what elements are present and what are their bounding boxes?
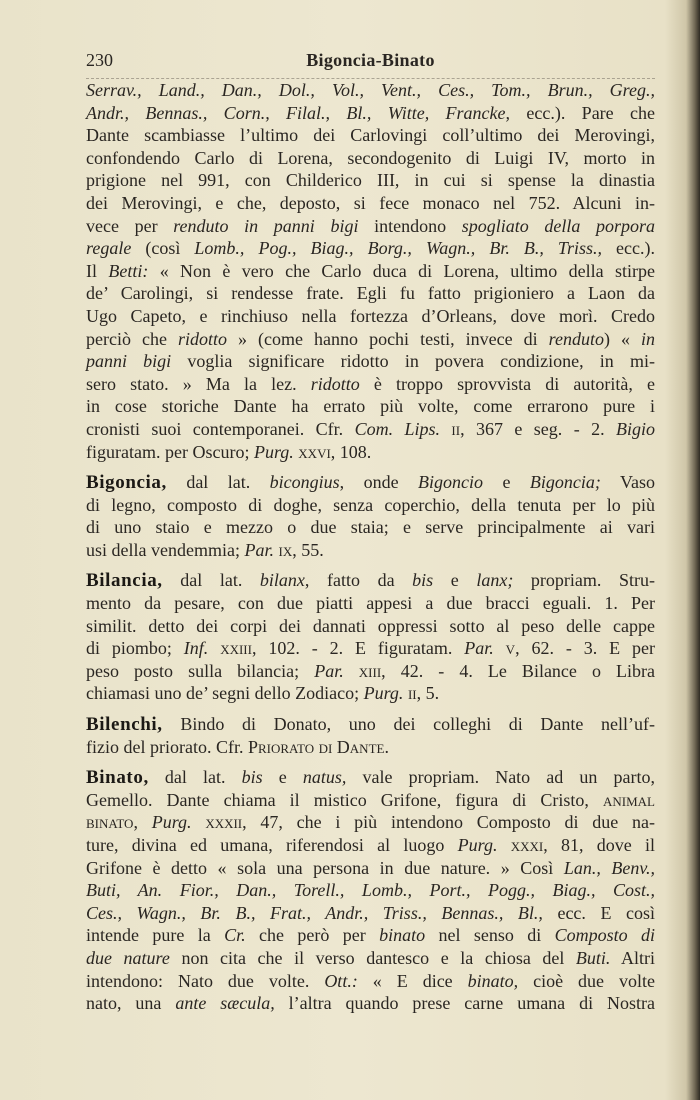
text: voglia significare ridotto in povera condizione, in mi- bbox=[171, 351, 655, 372]
page-body bbox=[86, 79, 655, 1015]
italic-text: Par. bbox=[314, 660, 344, 681]
text-line bbox=[86, 350, 655, 373]
text: de’ Carolingi, si rendesse frate. Egli fu fatto prigioniero a Laon da bbox=[86, 283, 655, 304]
text: sero stato. » Ma la lez. bbox=[86, 373, 311, 394]
text-line bbox=[86, 373, 655, 396]
text: propriam. Stru- bbox=[513, 570, 655, 591]
italic-text: ridotto bbox=[178, 328, 228, 349]
text-line bbox=[86, 494, 655, 517]
italic-text: Betti: bbox=[108, 260, 149, 281]
text-line bbox=[86, 471, 655, 494]
text-line bbox=[86, 736, 655, 759]
text-line bbox=[86, 539, 655, 562]
paragraph-entry-bigoncia bbox=[86, 471, 655, 561]
text-line bbox=[86, 192, 655, 215]
text: Grifone è detto « sola una persona in due nature. » Così bbox=[86, 857, 564, 878]
text: , 81, dove il bbox=[543, 835, 655, 855]
text: dal lat. bbox=[162, 570, 260, 591]
text: è troppo sprovvista di autorità, e bbox=[359, 373, 656, 394]
italic-text: renduto in panni bigi bbox=[173, 215, 359, 236]
text: , bbox=[133, 812, 152, 833]
text-line bbox=[86, 395, 655, 418]
text-line bbox=[86, 147, 655, 170]
text-line bbox=[86, 516, 655, 539]
text: cronisti suoi contemporanei. Cfr. bbox=[86, 418, 355, 439]
italic-text: bilanx bbox=[259, 570, 305, 591]
italic-text: Inf. bbox=[183, 638, 209, 659]
small-caps-text: xxxi bbox=[510, 835, 544, 855]
small-caps-text: v bbox=[505, 638, 516, 659]
text bbox=[208, 638, 220, 658]
text: e bbox=[483, 472, 530, 493]
italic-text: panni bigi bbox=[86, 351, 172, 372]
text: l’altra quando prese carne umana di Nostra bbox=[274, 993, 655, 1014]
text-line bbox=[86, 282, 655, 305]
page-number: 230 bbox=[86, 50, 113, 70]
italic-text: renduto bbox=[548, 328, 604, 349]
text: di piombo; bbox=[86, 638, 184, 659]
small-caps-text: xxxii bbox=[205, 812, 243, 833]
text: , 108. bbox=[330, 441, 372, 462]
text-line bbox=[86, 811, 655, 834]
text: non cita che il verso dantesco e la chiosa del bbox=[169, 947, 576, 968]
text: di legno, composto di doghe, senza coperchio, della tenuta per lo più bbox=[86, 494, 655, 515]
text-line bbox=[86, 124, 655, 147]
italic-text: Bigoncia; bbox=[529, 472, 601, 493]
italic-text: Com. Lips. bbox=[354, 418, 441, 439]
italic-text: lanx; bbox=[476, 570, 514, 591]
headword: Bigoncia, bbox=[86, 472, 167, 494]
text: ture, divina ed umana, riferendosi al luogo bbox=[86, 835, 458, 855]
text: Il bbox=[86, 260, 109, 281]
italic-text: Lan., Benv., bbox=[563, 857, 655, 878]
small-caps-text: ii bbox=[451, 418, 461, 439]
paragraph-entry-binato bbox=[86, 766, 655, 1015]
small-caps-text: binato bbox=[86, 812, 134, 833]
small-caps-text: ii bbox=[407, 683, 417, 704]
text bbox=[494, 638, 506, 658]
text: cioè due volte bbox=[518, 970, 655, 991]
small-caps-text: xxvi bbox=[298, 441, 331, 462]
text: Bindo di Donato, uno dei colleghi di Dante nell’uf- bbox=[162, 714, 655, 735]
text: , 5. bbox=[416, 683, 440, 704]
text: confondendo Carlo di Lorena, secondogenito di Luigi IV, morto in bbox=[86, 147, 655, 168]
text: perciò che bbox=[86, 328, 178, 349]
headword: Bilenchi, bbox=[86, 714, 163, 736]
text: Vaso bbox=[600, 472, 655, 493]
text: . bbox=[384, 736, 389, 757]
text: fizio del priorato. Cfr. bbox=[86, 736, 248, 757]
italic-text: Purg. bbox=[253, 441, 294, 462]
text: intende pure la bbox=[86, 925, 225, 946]
text: di uno staio e mezzo o due staia; e serve principalmente ai vari bbox=[86, 517, 655, 538]
italic-text: ridotto bbox=[310, 373, 360, 394]
text bbox=[344, 661, 359, 681]
small-caps-text: xxiii bbox=[220, 638, 252, 659]
headword: Binato, bbox=[86, 767, 149, 789]
text-line bbox=[86, 637, 655, 660]
italic-text: bis bbox=[241, 767, 263, 788]
text: ecc.). Pare che bbox=[510, 102, 655, 123]
text-line bbox=[86, 879, 655, 902]
text-line bbox=[86, 260, 655, 283]
text: Dante scambiasse l’ultimo dei Carlovingi coll’ultimo dei Merovingi, bbox=[86, 125, 655, 146]
text: dei Merovingi, e che, deposto, si fece monaco nel 752. Alcuni in- bbox=[86, 192, 655, 213]
text: » (come hanno pochi testi, invece di bbox=[227, 328, 549, 349]
italic-text: in bbox=[641, 328, 656, 349]
text-line bbox=[86, 857, 655, 880]
text: ) « bbox=[603, 328, 641, 349]
running-head: Bigoncia-Binato bbox=[306, 50, 435, 70]
text-line bbox=[86, 924, 655, 947]
text-line bbox=[86, 992, 655, 1015]
text-line bbox=[86, 305, 655, 328]
italic-text: binato bbox=[379, 925, 426, 946]
text: Gemello. Dante chiama il mistico Grifone, figura di Cristo, bbox=[86, 789, 603, 810]
text: , 102. - 2. E figuratam. bbox=[251, 638, 465, 659]
italic-text: Bigio bbox=[616, 418, 656, 439]
italic-text: Andr., Bennas., Corn., Filal., Bl., Witte, Francke, bbox=[86, 102, 511, 123]
text-line bbox=[86, 660, 655, 683]
text: peso posto sulla bilancia; bbox=[86, 660, 315, 681]
text-line bbox=[86, 215, 655, 238]
text-line bbox=[86, 328, 655, 351]
text: (così bbox=[131, 238, 195, 259]
text: prigione nel 991, con Childerico III, in cui si spense la dinastia bbox=[86, 170, 655, 191]
text: mento da pesare, con due piatti appesi a due bracci eguali. 1. Per bbox=[86, 593, 655, 614]
text: similit. detto dei corpi dei dannati oppressi sotto al peso delle cappe bbox=[86, 615, 655, 636]
text: figuratam. per Oscuro; bbox=[86, 441, 254, 462]
text: , 42. - 4. Le Bilance o Libra bbox=[381, 660, 656, 681]
text: Ugo Capeto, e rinchiuso nella fortezza d’Orleans, dove morì. Credo bbox=[86, 305, 655, 326]
italic-text: binato, bbox=[467, 970, 519, 991]
paragraph-entry-bilenchi bbox=[86, 713, 655, 758]
text: dal lat. bbox=[148, 767, 242, 788]
text: che però per bbox=[245, 925, 380, 946]
text-line bbox=[86, 79, 655, 102]
text: Altri bbox=[610, 947, 655, 968]
text bbox=[498, 835, 511, 855]
italic-text: regale bbox=[86, 238, 132, 259]
text: intendono: Nato due volte. bbox=[86, 970, 325, 991]
text: , 55. bbox=[292, 539, 324, 560]
text-line bbox=[86, 592, 655, 615]
text: , fatto da bbox=[304, 570, 413, 591]
paragraph-entry-bilancia bbox=[86, 569, 655, 705]
text: , 47, che i più intendono Composto di due na- bbox=[242, 812, 655, 833]
text-line bbox=[86, 834, 655, 857]
italic-text: bis bbox=[412, 570, 434, 591]
text: , onde bbox=[339, 472, 419, 493]
italic-text: Purg. bbox=[457, 835, 498, 855]
text: dal lat. bbox=[166, 472, 270, 493]
text bbox=[192, 812, 206, 832]
text-line bbox=[86, 789, 655, 812]
text: vece per bbox=[86, 215, 174, 236]
text-line bbox=[86, 569, 655, 592]
text-line bbox=[86, 418, 655, 441]
italic-text: Cr. bbox=[224, 925, 246, 946]
text: vale propriam. Nato ad un parto, bbox=[346, 767, 656, 788]
small-caps-text: animal bbox=[603, 789, 655, 810]
italic-text: Par. bbox=[244, 539, 274, 560]
text-line bbox=[86, 102, 655, 125]
text-line bbox=[86, 682, 655, 705]
text: nel senso di bbox=[425, 925, 555, 946]
italic-text: due nature bbox=[86, 947, 170, 968]
text-line bbox=[86, 766, 655, 789]
text-line bbox=[86, 237, 655, 260]
text-line bbox=[86, 970, 655, 993]
text-line bbox=[86, 615, 655, 638]
small-caps-text: Priorato di Dante bbox=[247, 736, 385, 757]
text: nato, una bbox=[86, 993, 176, 1014]
italic-text: Purg. bbox=[363, 683, 404, 704]
text: ecc. E così bbox=[542, 902, 655, 923]
italic-text: Bigoncio bbox=[418, 472, 484, 493]
italic-text: bicongius bbox=[269, 472, 340, 493]
italic-text: natus, bbox=[302, 767, 347, 788]
italic-text: Buti, An. Fior., Dan., Torell., Lomb., Port., Pogg., Biag., Cost., bbox=[86, 880, 655, 901]
text: e bbox=[433, 570, 477, 591]
italic-text: Ces., Wagn., Br. B., Frat., Andr., Triss., Bennas., Bl., bbox=[86, 902, 543, 923]
italic-text: Lomb., Pog., Biag., Borg., Wagn., Br. B., Triss., bbox=[194, 238, 602, 259]
italic-text: Serrav., Land., Dan., Dol., Vol., Vent., Ces., Tom., Brun., Greg., bbox=[86, 80, 655, 100]
small-caps-text: ix bbox=[278, 539, 293, 560]
italic-text: Ott.: bbox=[324, 970, 358, 991]
italic-text: ante sæcula, bbox=[175, 993, 275, 1014]
text: « Non è vero che Carlo duca di Lorena, ultimo della stirpe bbox=[148, 260, 655, 281]
paragraph-continuation bbox=[86, 79, 655, 463]
text: usi della vendemmia; bbox=[86, 539, 245, 560]
text: chiamasi uno de’ segni dello Zodiaco; bbox=[86, 683, 364, 704]
text: e bbox=[262, 767, 303, 788]
italic-text: spogliato della porpora bbox=[461, 215, 655, 236]
text: « E dice bbox=[357, 970, 468, 991]
italic-text: Buti. bbox=[575, 947, 611, 968]
text bbox=[440, 419, 451, 439]
text-line bbox=[86, 902, 655, 925]
italic-text: Composto di bbox=[554, 925, 655, 946]
text-line bbox=[86, 169, 655, 192]
text-line bbox=[86, 441, 655, 464]
headword: Bilancia, bbox=[86, 570, 163, 592]
text: ecc.). bbox=[601, 238, 655, 259]
text-line bbox=[86, 947, 655, 970]
text: in cose storiche Dante ha errato più volte, come errarono pure i bbox=[86, 396, 655, 417]
page-header bbox=[86, 50, 655, 74]
text: , 62. - 3. E per bbox=[515, 638, 655, 659]
text: , 367 e seg. - 2. bbox=[460, 418, 617, 439]
text: intendono bbox=[358, 215, 462, 236]
small-caps-text: xiii bbox=[358, 660, 382, 681]
italic-text: Purg. bbox=[151, 812, 192, 833]
italic-text: Par. bbox=[464, 638, 494, 659]
text-line bbox=[86, 713, 655, 736]
